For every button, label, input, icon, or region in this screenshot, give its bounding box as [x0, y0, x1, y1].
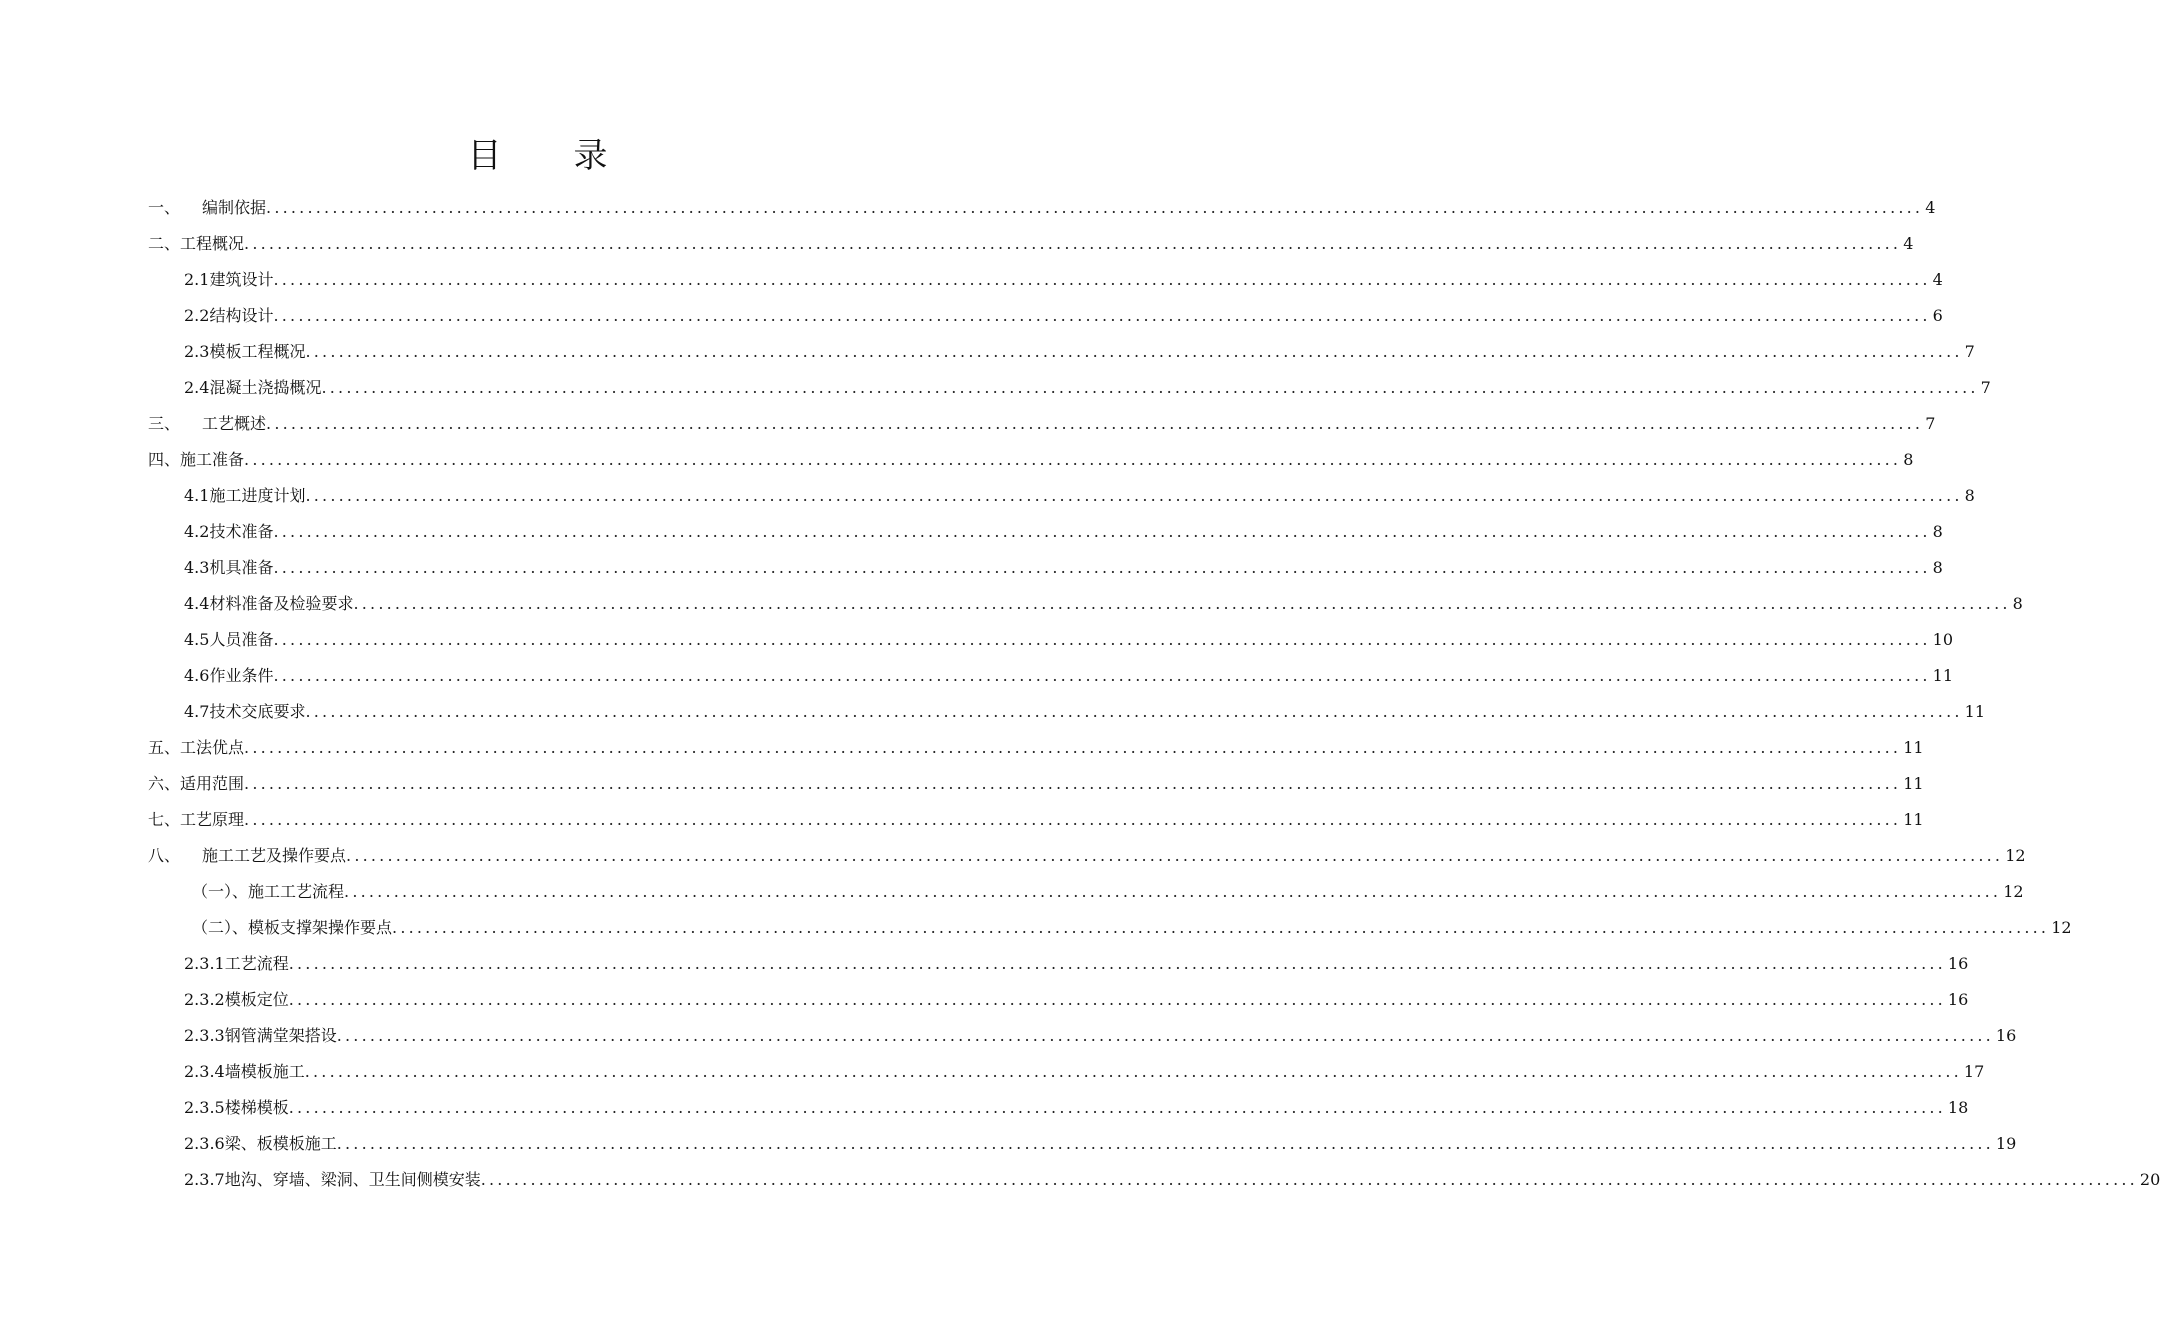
toc-leader-dots: ........................................................................................................................................................................................................	[273, 630, 1931, 649]
page-title	[0, 128, 1075, 177]
toc-entry-text: 结构设计	[209, 306, 274, 325]
toc-page-number: 4	[1903, 234, 1914, 253]
toc-entry[interactable]	[148, 658, 1954, 694]
toc-page-number: 4	[1925, 198, 1936, 217]
toc-entry[interactable]	[148, 1090, 1969, 1126]
toc-entry-number: 4.7	[184, 702, 210, 721]
toc-entry-text: 机具准备	[209, 558, 274, 577]
toc-entry[interactable]	[148, 226, 1914, 262]
table-of-contents	[148, 190, 2160, 1198]
toc-entry-text: 工艺概述	[202, 414, 267, 433]
toc-leader-dots: ........................................................................................................................................................................................................	[304, 1062, 1962, 1081]
toc-entry[interactable]	[148, 802, 1924, 838]
toc-page-number: 8	[1932, 522, 1943, 541]
toc-entry-title	[184, 478, 305, 514]
toc-page-number: 8	[1964, 486, 1975, 505]
toc-entry[interactable]	[148, 406, 1936, 442]
toc-entry-number: 2.3.4	[184, 1062, 225, 1081]
toc-page-number: 16	[1947, 990, 1969, 1009]
toc-leader-dots: ........................................................................................................................................................................................................	[336, 1026, 1994, 1045]
toc-entry[interactable]	[148, 1054, 1985, 1090]
toc-entry-number: 七、	[148, 810, 181, 829]
toc-page-number: 11	[1903, 810, 1924, 829]
toc-entry-text: 技术准备	[209, 522, 274, 541]
toc-entry-number: 4.4	[184, 594, 210, 613]
toc-entry-text: 钢管满堂架搭设	[224, 1026, 337, 1045]
toc-entry-title	[184, 1162, 481, 1198]
toc-entry[interactable]	[148, 874, 2024, 910]
toc-page-number: 10	[1932, 630, 1954, 649]
toc-leader-dots: ........................................................................................................................................................................................................	[266, 198, 1924, 217]
toc-leader-dots: ........................................................................................................................................................................................................	[288, 990, 1946, 1009]
toc-page-number: 7	[1925, 414, 1936, 433]
toc-entry-title	[148, 838, 346, 874]
toc-entry-title	[148, 406, 266, 442]
toc-leader-dots: ........................................................................................................................................................................................................	[288, 954, 1946, 973]
toc-leader-dots: ........................................................................................................................................................................................................	[244, 738, 1902, 757]
toc-leader-dots: ........................................................................................................................................................................................................	[266, 414, 1924, 433]
toc-entry-text: 施工工艺流程	[248, 882, 345, 901]
toc-entry-title	[184, 370, 321, 406]
toc-entry-text: 建筑设计	[209, 270, 274, 289]
toc-entry-title	[184, 262, 273, 298]
toc-entry-number: 五、	[148, 738, 181, 757]
toc-entry-title	[184, 1126, 337, 1162]
toc-page-number: 7	[1980, 378, 1991, 397]
toc-leader-dots: ........................................................................................................................................................................................................	[244, 234, 1902, 253]
toc-page-number: 6	[1932, 306, 1943, 325]
toc-entry-number: 2.3.6	[184, 1134, 225, 1153]
toc-entry-title	[184, 946, 289, 982]
toc-entry-number: 八、	[148, 846, 181, 865]
toc-entry[interactable]	[148, 910, 2072, 946]
toc-page-number: 8	[1903, 450, 1914, 469]
toc-entry[interactable]	[148, 1162, 2160, 1198]
toc-leader-dots: ........................................................................................................................................................................................................	[244, 810, 1902, 829]
toc-entry-title	[184, 694, 305, 730]
toc-page-number: 7	[1964, 342, 1975, 361]
toc-entry-text: 施工准备	[180, 450, 245, 469]
toc-entry-title	[192, 910, 392, 946]
toc-page-number: 12	[2051, 918, 2072, 937]
toc-entry-number: 一、	[148, 198, 181, 217]
toc-entry[interactable]	[148, 1018, 2017, 1054]
title-char-1: 目	[467, 136, 502, 176]
toc-entry-title	[148, 730, 244, 766]
toc-entry-title	[184, 298, 273, 334]
toc-entry-number: 4.5	[184, 630, 210, 649]
toc-entry-text: 工艺原理	[180, 810, 245, 829]
toc-entry-number: 2.2	[184, 306, 210, 325]
toc-entry-title	[184, 1054, 305, 1090]
toc-leader-dots: ........................................................................................................................................................................................................	[273, 666, 1931, 685]
toc-entry-title	[192, 874, 344, 910]
toc-entry-text: 墙模板施工	[224, 1062, 305, 1081]
toc-entry-number: 4.1	[184, 486, 210, 505]
toc-entry[interactable]	[148, 694, 1986, 730]
toc-entry-number: （二）、	[192, 918, 249, 937]
toc-leader-dots: ........................................................................................................................................................................................................	[321, 378, 1979, 397]
toc-entry[interactable]	[148, 442, 1914, 478]
toc-leader-dots: ........................................................................................................................................................................................................	[273, 522, 1931, 541]
toc-entry-text: 材料准备及检验要求	[209, 594, 354, 613]
toc-entry[interactable]	[148, 478, 1975, 514]
toc-page-number: 4	[1932, 270, 1943, 289]
toc-entry[interactable]	[148, 370, 1991, 406]
toc-entry-title	[184, 550, 273, 586]
toc-entry-text: 适用范围	[180, 774, 245, 793]
toc-entry-text: 混凝土浇捣概况	[209, 378, 322, 397]
toc-page-number: 8	[1932, 558, 1943, 577]
toc-entry-text: 梁、板模板施工	[224, 1134, 337, 1153]
toc-entry-title	[184, 622, 273, 658]
toc-entry[interactable]	[148, 334, 1975, 370]
toc-leader-dots: ........................................................................................................................................................................................................	[244, 450, 1902, 469]
toc-page-number: 16	[1995, 1026, 2017, 1045]
toc-leader-dots: ........................................................................................................................................................................................................	[305, 342, 1963, 361]
toc-entry-number: 2.4	[184, 378, 210, 397]
toc-entry[interactable]	[148, 730, 1924, 766]
toc-entry[interactable]	[148, 622, 1954, 658]
toc-page-number: 11	[1903, 738, 1924, 757]
toc-entry[interactable]	[148, 946, 1969, 982]
toc-entry-text: 编制依据	[202, 198, 267, 217]
toc-entry-title	[184, 514, 273, 550]
toc-entry-text: 地沟、穿墙、梁洞、卫生间侧模安装	[224, 1170, 481, 1189]
toc-page-number: 19	[1995, 1134, 2017, 1153]
toc-entry[interactable]	[148, 550, 1943, 586]
toc-entry-text: 施工进度计划	[209, 486, 306, 505]
toc-entry-number: 六、	[148, 774, 181, 793]
toc-page-number: 11	[1932, 666, 1954, 685]
toc-entry-text: 人员准备	[209, 630, 274, 649]
toc-page-number: 8	[2012, 594, 2023, 613]
toc-entry-number: 二、	[148, 234, 181, 253]
toc-entry-number: 2.3.7	[184, 1170, 225, 1189]
toc-entry[interactable]	[148, 982, 1969, 1018]
toc-entry-text: 作业条件	[209, 666, 274, 685]
title-char-2: 录	[573, 136, 608, 176]
toc-entry-text: 楼梯模板	[224, 1098, 289, 1117]
toc-entry-title	[148, 442, 244, 478]
toc-leader-dots: ........................................................................................................................................................................................................	[346, 846, 2004, 865]
toc-entry-number: 三、	[148, 414, 181, 433]
toc-page-number: 16	[1947, 954, 1969, 973]
toc-entry[interactable]	[148, 586, 2023, 622]
toc-entry-title	[184, 982, 289, 1018]
toc-entry-number: 4.2	[184, 522, 210, 541]
toc-entry[interactable]	[148, 298, 1943, 334]
toc-leader-dots: ........................................................................................................................................................................................................	[273, 306, 1931, 325]
toc-entry-title	[184, 1090, 289, 1126]
toc-entry[interactable]	[148, 766, 1924, 802]
toc-leader-dots: ........................................................................................................................................................................................................	[344, 882, 2002, 901]
toc-entry-number: 2.3.5	[184, 1098, 225, 1117]
toc-entry[interactable]	[148, 514, 1943, 550]
toc-entry-title	[148, 226, 244, 262]
toc-page-number: 12	[2003, 882, 2024, 901]
toc-entry-title	[184, 1018, 337, 1054]
toc-entry[interactable]	[148, 190, 1936, 226]
toc-entry-number: 2.1	[184, 270, 210, 289]
toc-leader-dots: ........................................................................................................................................................................................................	[336, 1134, 1994, 1153]
toc-entry-text: 模板支撑架操作要点	[248, 918, 393, 937]
toc-page-number: 17	[1963, 1062, 1985, 1081]
toc-entry[interactable]	[148, 838, 2026, 874]
toc-entry-number: 2.3.3	[184, 1026, 225, 1045]
toc-page-number: 11	[1903, 774, 1924, 793]
toc-leader-dots: ........................................................................................................................................................................................................	[305, 486, 1963, 505]
toc-entry-number: 2.3.1	[184, 954, 225, 973]
toc-leader-dots: ........................................................................................................................................................................................................	[273, 558, 1931, 577]
toc-leader-dots: ........................................................................................................................................................................................................	[288, 1098, 1946, 1117]
toc-entry-title	[184, 658, 273, 694]
toc-entry-number: （一）、	[192, 882, 249, 901]
toc-entry-text: 工艺流程	[224, 954, 289, 973]
toc-entry-title	[148, 766, 244, 802]
toc-entry-number: 4.3	[184, 558, 210, 577]
toc-entry-title	[184, 334, 305, 370]
toc-entry-text: 技术交底要求	[209, 702, 306, 721]
toc-leader-dots: ........................................................................................................................................................................................................	[305, 702, 1963, 721]
toc-entry-number: 2.3	[184, 342, 210, 361]
toc-page-number: 12	[2005, 846, 2026, 865]
toc-entry-number: 2.3.2	[184, 990, 225, 1009]
toc-entry-title	[148, 190, 266, 226]
toc-entry-text: 工程概况	[180, 234, 245, 253]
toc-entry-text: 工法优点	[180, 738, 245, 757]
toc-page-number: 11	[1964, 702, 1986, 721]
toc-entry-text: 模板定位	[224, 990, 289, 1009]
toc-leader-dots: ........................................................................................................................................................................................................	[480, 1170, 2138, 1189]
toc-entry-title	[148, 802, 244, 838]
toc-page-number: 20	[2139, 1170, 2160, 1189]
toc-leader-dots: ........................................................................................................................................................................................................	[273, 270, 1931, 289]
toc-leader-dots: ........................................................................................................................................................................................................	[353, 594, 2011, 613]
toc-leader-dots: ........................................................................................................................................................................................................	[244, 774, 1902, 793]
toc-entry-text: 模板工程概况	[209, 342, 306, 361]
toc-entry-number: 四、	[148, 450, 181, 469]
toc-entry[interactable]	[148, 262, 1943, 298]
toc-leader-dots: ........................................................................................................................................................................................................	[392, 918, 2050, 937]
toc-entry-title	[184, 586, 353, 622]
toc-entry-text: 施工工艺及操作要点	[202, 846, 347, 865]
toc-entry[interactable]	[148, 1126, 2017, 1162]
toc-page-number: 18	[1947, 1098, 1969, 1117]
toc-entry-number: 4.6	[184, 666, 210, 685]
